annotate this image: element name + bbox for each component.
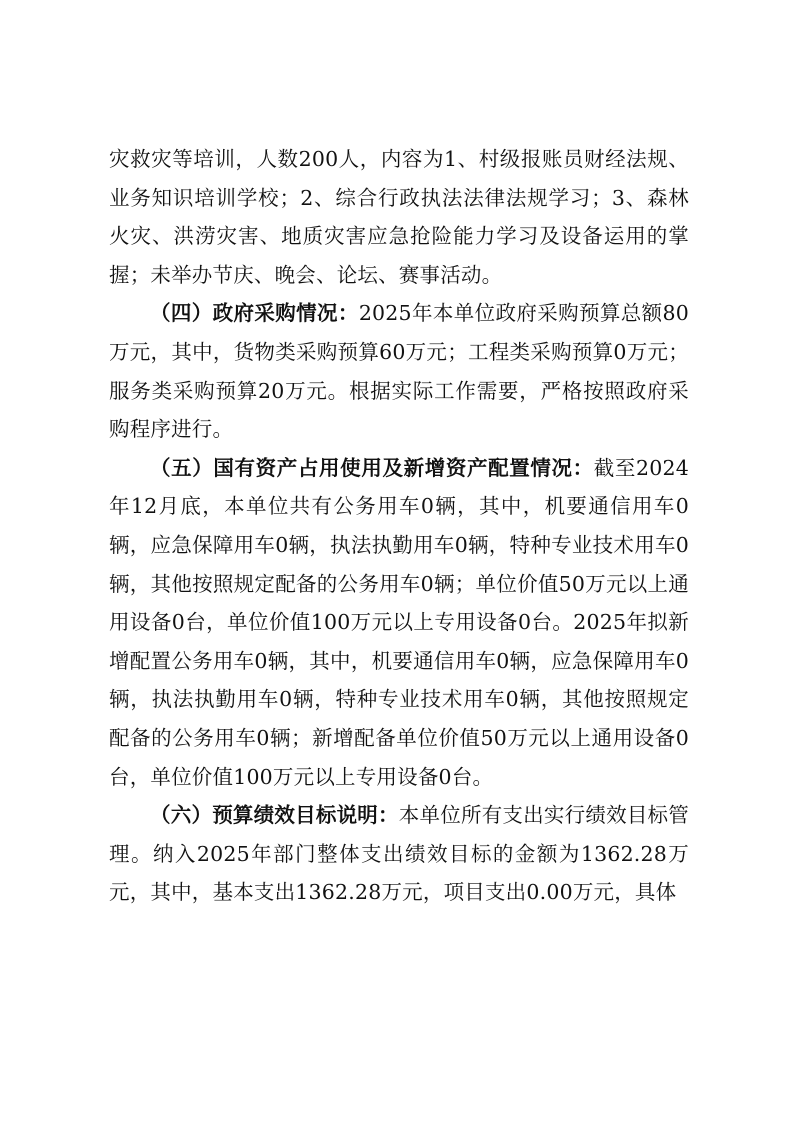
paragraph-text: 截至2024年12月底，本单位共有公务用车0辆，其中，机要通信用车0辆，应急保障用车0辆，执法执勤用车0辆，特种专业技术用车0辆，其他按照规定配备的公务用车0辆；单位价值50万元以上通用设备0台，单位价值100万元以上专用设备0台。2025年拟新增配置公务用车0辆，其中，机要通信用车0辆，应急保障用车0辆，执法执勤用车0辆，特种专业技术用车0辆，其他按照规定配备的公务用车0辆；新增配备单位价值50万元以上通用设备0台，单位价值100万元以上专用设备0台。	[109, 455, 689, 789]
paragraph-text: 本单位所有支出实行绩效目标管理。纳入2025年部门整体支出绩效目标的金额为1362.28万元，其中，基本支出1362.28万元，项目支出0.00万元，具体	[109, 803, 689, 905]
paragraph-text: 灾救灾等培训，人数200人，内容为1、村级报账员财经法规、业务知识培训学校；2、综合行政执法法律法规学习；3、森林火灾、洪涝灾害、地质灾害应急抢险能力学习及设备运用的掌握；未举办节庆、晚会、论坛、赛事活动。	[109, 147, 689, 287]
section-heading-assets: （五）国有资产占用使用及新增资产配置情况：	[150, 455, 594, 480]
paragraph-text: 2025年本单位政府采购预算总额80万元，其中，货物类采购预算60万元；工程类采购预算0万元；服务类采购预算20万元。根据实际工作需要，严格按照政府采购程序进行。	[109, 301, 690, 442]
paragraph-government-procurement	[109, 294, 689, 448]
section-heading-performance: （六）预算绩效目标说明：	[150, 803, 399, 828]
paragraph-training-continued	[109, 140, 689, 294]
section-heading-procurement: （四）政府采购情况：	[150, 301, 359, 326]
paragraph-performance-targets	[109, 796, 689, 912]
paragraph-state-assets	[109, 449, 689, 796]
document-body	[109, 140, 689, 912]
